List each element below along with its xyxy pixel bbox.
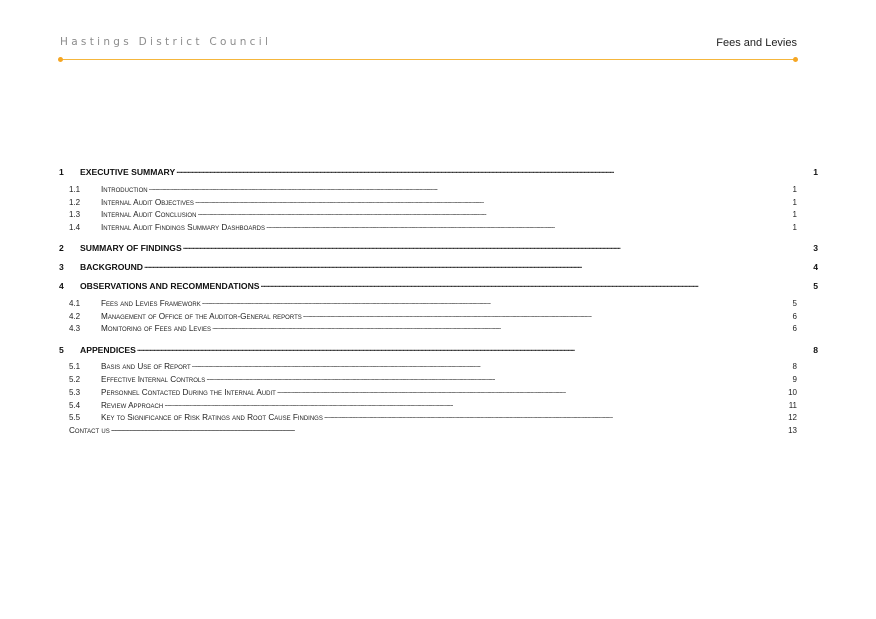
toc-leader <box>303 312 790 319</box>
toc-label: Introduction <box>101 185 148 195</box>
toc-entry-executive-summary[interactable] <box>59 166 818 177</box>
toc-label: Basis and Use of Report <box>101 362 191 372</box>
toc-label: Internal Audit Conclusion <box>101 210 197 220</box>
toc-page: 3 <box>813 242 818 253</box>
toc-page: 9 <box>792 375 797 385</box>
toc-number: 5.2 <box>69 375 81 385</box>
toc-label: BACKGROUND <box>80 261 144 272</box>
toc-page: 10 <box>788 388 797 398</box>
toc-entry-risk-ratings-key[interactable] <box>69 413 797 422</box>
toc-leader <box>111 426 787 433</box>
toc-leader <box>149 185 790 192</box>
toc-page: 13 <box>788 426 797 435</box>
toc-number: 1.2 <box>69 198 81 208</box>
toc-number: 5.4 <box>69 401 81 411</box>
toc-leader <box>202 299 790 306</box>
toc-entry-observations[interactable] <box>59 280 818 291</box>
toc-page: 6 <box>792 312 797 322</box>
toc-entry-review-approach[interactable] <box>69 401 797 410</box>
toc-page: 1 <box>792 185 797 195</box>
toc-number: 3 <box>59 261 64 272</box>
toc-label: Management of Office of the Auditor-General reports <box>101 312 302 322</box>
toc-label: Internal Audit Findings Summary Dashboards <box>101 223 265 233</box>
toc-entry-personnel-contacted[interactable] <box>69 388 797 397</box>
toc-leader <box>212 324 790 331</box>
toc-leader <box>192 362 790 369</box>
toc-leader <box>277 388 787 395</box>
toc-page: 8 <box>813 344 818 355</box>
toc-entry-internal-audit-objectives[interactable] <box>69 198 797 207</box>
toc-number: 4.1 <box>69 299 81 309</box>
toc-entry-fees-framework[interactable] <box>69 299 797 308</box>
toc-entry-findings-dashboards[interactable] <box>69 223 797 232</box>
toc-page: 4 <box>813 261 818 272</box>
toc-leader <box>197 210 790 217</box>
toc-page: 8 <box>792 362 797 372</box>
toc-number: 4 <box>59 280 64 291</box>
toc-number: 5.3 <box>69 388 81 398</box>
toc-leader <box>137 344 811 353</box>
toc-label: Key to Significance of Risk Ratings and Root Cause Findings <box>101 413 323 423</box>
toc-entry-background[interactable] <box>59 261 818 272</box>
toc-entry-summary-of-findings[interactable] <box>59 242 818 253</box>
toc-leader <box>195 198 790 205</box>
toc-entry-monitoring[interactable] <box>69 324 797 333</box>
toc-label: Fees and Levies Framework <box>101 299 201 309</box>
toc-page: 6 <box>792 324 797 334</box>
toc-number: 5.1 <box>69 362 81 372</box>
toc-number: 2 <box>59 242 64 253</box>
toc-label: APPENDICES <box>80 344 136 355</box>
toc-leader <box>176 166 811 175</box>
toc-label: OBSERVATIONS AND RECOMMENDATIONS <box>80 280 260 291</box>
toc-leader <box>164 401 787 408</box>
toc-number: 5.5 <box>69 413 81 423</box>
document-title: Fees and Levies <box>716 37 797 49</box>
toc-entry-introduction[interactable] <box>69 185 797 194</box>
toc-page: 5 <box>792 299 797 309</box>
toc-page: 1 <box>792 223 797 233</box>
toc-page: 12 <box>788 413 797 423</box>
toc-number: 1.4 <box>69 223 81 233</box>
toc-entry-effective-controls[interactable] <box>69 375 797 384</box>
toc-number: 4.3 <box>69 324 81 334</box>
toc-leader <box>261 280 811 289</box>
toc-label: Review Approach <box>101 401 164 411</box>
toc-leader <box>183 242 811 251</box>
toc-leader <box>324 413 787 420</box>
toc-leader <box>266 223 790 230</box>
toc-label: EXECUTIVE SUMMARY <box>80 166 176 177</box>
toc-page: 11 <box>788 401 797 411</box>
toc-page: 1 <box>813 166 818 177</box>
toc-page: 1 <box>792 198 797 208</box>
toc-number: 1.1 <box>69 185 81 195</box>
toc-label: Contact us <box>69 426 110 435</box>
toc-page: 1 <box>792 210 797 220</box>
toc-entry-basis-and-use[interactable] <box>69 362 797 371</box>
toc-number: 5 <box>59 344 64 355</box>
organisation-name: Hastings District Council <box>60 36 272 48</box>
toc-entry-internal-audit-conclusion[interactable] <box>69 210 797 219</box>
toc-label: Internal Audit Objectives <box>101 198 194 208</box>
toc-entry-appendices[interactable] <box>59 344 818 355</box>
toc-leader <box>206 375 790 382</box>
toc-label: Personnel Contacted During the Internal Audit <box>101 388 276 398</box>
toc-number: 4.2 <box>69 312 81 322</box>
toc-label: Effective Internal Controls <box>101 375 206 385</box>
toc-leader <box>144 261 811 270</box>
toc-label: Monitoring of Fees and Levies <box>101 324 212 334</box>
toc-number: 1 <box>59 166 64 177</box>
toc-page: 5 <box>813 280 818 291</box>
toc-number: 1.3 <box>69 210 81 220</box>
toc-label: SUMMARY OF FINDINGS <box>80 242 182 253</box>
toc-entry-oag-reports[interactable] <box>69 312 797 321</box>
toc-entry-contact-us[interactable] <box>69 426 797 435</box>
